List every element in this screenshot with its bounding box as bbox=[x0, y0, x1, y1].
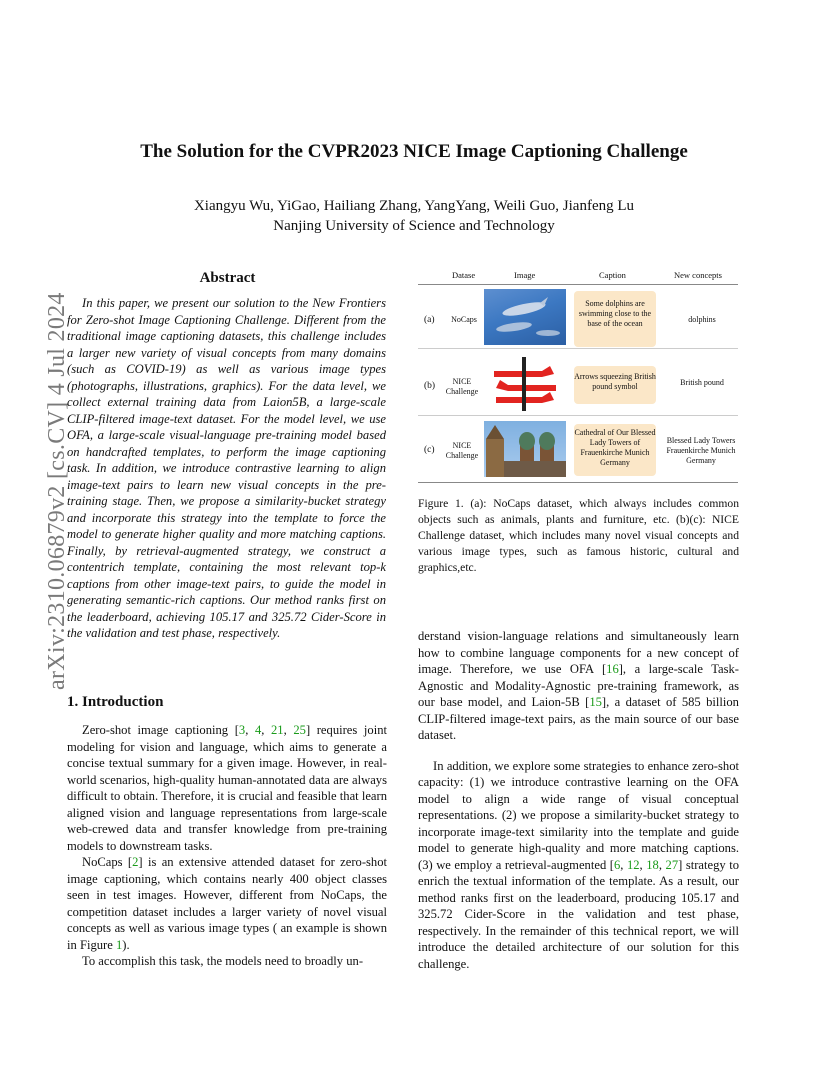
intro-paragraph-2: NoCaps [2] is an extensive attended dataset for zero-shot image captioning, which contains nearly 400 object classes seen in test images. However, different from NoCaps, the competition dataset includes a larger variety of novel visual concepts as well as various image types ( an example is shown in Figure 1). bbox=[67, 855, 388, 952]
citation-link[interactable]: 4 bbox=[254, 723, 262, 737]
intro-paragraph-3: To accomplish this task, the models need to broadly un- bbox=[82, 954, 364, 968]
intro-heading: 1. Introduction bbox=[67, 694, 164, 710]
abstract-heading: Abstract bbox=[199, 270, 256, 286]
citation-link[interactable]: 25 bbox=[293, 723, 306, 737]
row-dataset: NICE Challenge bbox=[445, 441, 479, 460]
right-column-body bbox=[418, 628, 739, 972]
citation-link[interactable]: 12 bbox=[626, 857, 640, 872]
dolphin-image bbox=[484, 289, 566, 345]
intro-body bbox=[67, 722, 387, 970]
row-dataset: NoCaps bbox=[451, 315, 477, 324]
right-paragraph-1: derstand vision-language relations and simultaneously learn how to combine language components for a new concept of image. Therefore, we use OFA [16], a large-scale Task-Agnostic and Modality-Agnostic pre-training framework, as our base model, and Laion-5B [15], a dataset of 585 billion CLIP-filtered image-text pairs, as the main source of our base dataset. bbox=[418, 629, 739, 742]
citation-link[interactable]: 21 bbox=[271, 723, 284, 737]
citation-link[interactable]: 27 bbox=[665, 857, 679, 872]
fig-header-dataset: Datase bbox=[452, 270, 476, 280]
citation-link[interactable]: 15 bbox=[589, 695, 602, 709]
author-list: Xiangyu Wu, YiGao, Hailiang Zhang, YangYang, Weili Guo, Jianfeng Lu bbox=[193, 198, 635, 214]
pound-arrows-illustration bbox=[484, 355, 566, 411]
row-dataset: NICE Challenge bbox=[445, 377, 479, 396]
fig-header-caption: Caption bbox=[599, 270, 626, 280]
cathedral-illustration bbox=[484, 421, 566, 477]
citation-link[interactable]: 3 bbox=[238, 723, 246, 737]
right-paragraph-2: In addition, we explore some strategies to enhance zero-shot capacity: (1) we introduce contrastive learning on the OFA model to align a wide range of visual conceptual representations. (2) we propose a similarity-bucket strategy to incorporate image-text similarity into the template and guide model to generate high-quality and more matching captions. (3) we employ a retrieval-augmented [6, 12, 18, 27] strategy to enrich the textual information of the template. As a result, our method ranks first on the leaderboard, producing 105.17 and 325.72 Cider-Score in the validation and test phase, respectively. In the remainder of this technical report, we will introduce the detailed architecture of our solution for this challenge. bbox=[418, 758, 740, 971]
row-caption: Arrows squeezing British pound symbol bbox=[574, 366, 656, 404]
row-caption: Cathedral of Our Blessed Lady Towers of Frauenkirche Munich Germany bbox=[574, 424, 656, 476]
fig-header-new-concepts: New concepts bbox=[674, 270, 722, 280]
fig-row-divider bbox=[418, 348, 738, 349]
figure-1 bbox=[418, 264, 738, 484]
fig-header-image: Image bbox=[514, 270, 536, 280]
row-concepts: Blessed Lady Towers Frauenkirche Munich Germany bbox=[666, 436, 736, 465]
citation-link[interactable]: 6 bbox=[613, 857, 621, 872]
row-concepts: British pound bbox=[680, 378, 724, 387]
fig-rule-bottom bbox=[418, 482, 738, 483]
paper-title: The Solution for the CVPR2023 NICE Image Captioning Challenge bbox=[140, 141, 688, 162]
citation-link[interactable]: 16 bbox=[606, 662, 619, 676]
figure-caption: Figure 1. (a): NoCaps dataset, which always includes common objects such as animals, plants and furniture, etc. (b)(c): NICE Challenge dataset, which includes many novel visual concepts and various image types, such as famous historic, cultural and graphics,etc. bbox=[418, 497, 739, 574]
arxiv-side-label: arXiv:2310.06879v2 [cs.CV] 4 Jul 2024 bbox=[44, 292, 70, 690]
row-label: (c) bbox=[424, 445, 435, 455]
citation-link[interactable]: 2 bbox=[132, 855, 139, 869]
fig-rule-top bbox=[418, 284, 738, 285]
fig-row-divider bbox=[418, 415, 738, 416]
author-block bbox=[0, 196, 828, 236]
dolphin-illustration bbox=[484, 289, 566, 345]
citation-link[interactable]: 18 bbox=[646, 857, 659, 872]
figure-ref-link[interactable]: 1 bbox=[115, 937, 123, 952]
row-label: (b) bbox=[424, 381, 436, 391]
row-label: (a) bbox=[424, 315, 435, 325]
row-caption: Some dolphins are swimming close to the base of the ocean bbox=[574, 291, 656, 347]
affiliation: Nanjing University of Science and Technology bbox=[273, 218, 555, 234]
row-concepts: dolphins bbox=[688, 315, 716, 324]
intro-paragraph-1: Zero-shot image captioning [3, 4, 21, 25] requires joint modeling for vision and language, which aims to generate a concise textual summary for a given image. However, in real-world scenarios, high-quality human-annotated data are always difficult to obtain. Therefore, it is crucial and feasible that learn aligned vision and language representations from large-scale web-crewed data and transfer knowledge from pre-training models to downstream tasks. bbox=[67, 723, 387, 853]
pound-arrows-image bbox=[484, 355, 566, 411]
abstract-text: In this paper, we present our solution to the New Frontiers for Zero-shot Image Captioning Challenge. Different from the traditional image captioning datasets, this challenge includes a larger new variety of visual concepts from many domains (such as COVID-19) as well as various image types (photographs, illustrations, graphics). For the data level, we collect external training data from Laion5B, a large-scale CLIP-filtered image-text dataset. For the model level, we use OFA, a large-scale visual-language pre-training model based on handcrafted templates, to perform the image captioning task. In addition, we introduce contrastive learning to align image-text pairs to learn new visual concepts in the pre-training stage. Then, we propose a similarity-bucket strategy and incorporate this strategy into the template to force the model to generate higher quality and more matching captions. Finally, by retrieval-augmented strategy, we construct a contentrich template, containing the most relevant top-k captions from other image-text pairs, to guide the model in generating semantic-rich captions. Our method ranks first on the leaderboard, achieving 105.17 and 325.72 Cider-Score in the validation and test phase, respectively. bbox=[67, 296, 386, 640]
cathedral-image bbox=[484, 421, 566, 477]
